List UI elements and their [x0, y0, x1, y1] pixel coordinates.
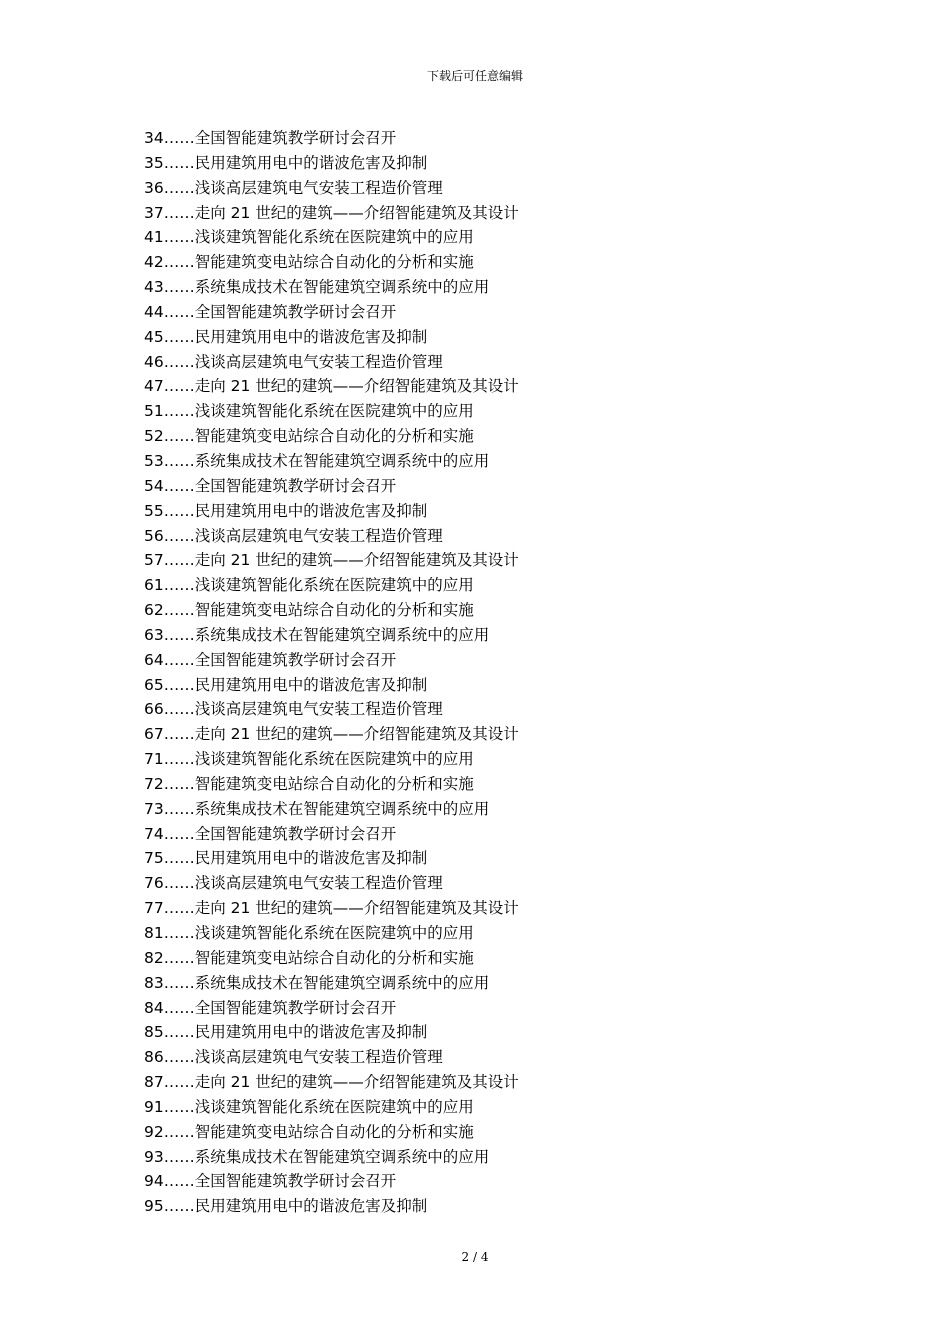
toc-entry: 86……浅谈高层建筑电气安装工程造价管理: [144, 1048, 443, 1067]
toc-entry: 75……民用建筑用电中的谐波危害及抑制: [144, 849, 428, 868]
toc-entry: 65……民用建筑用电中的谐波危害及抑制: [144, 675, 428, 694]
toc-entry: 66……浅谈高层建筑电气安装工程造价管理: [144, 700, 443, 719]
toc-entry: 67……走向 21 世纪的建筑——介绍智能建筑及其设计: [144, 725, 519, 744]
toc-entry: 71……浅谈建筑智能化系统在医院建筑中的应用: [144, 750, 474, 769]
toc-entry: 47……走向 21 世纪的建筑——介绍智能建筑及其设计: [144, 377, 519, 396]
toc-entry: 74……全国智能建筑教学研讨会召开: [144, 824, 397, 843]
toc-entry: 54……全国智能建筑教学研讨会召开: [144, 476, 397, 495]
toc-entry: 82……智能建筑变电站综合自动化的分析和实施: [144, 948, 474, 967]
page-number: 2 / 4: [461, 1250, 489, 1264]
toc-entry: 44……全国智能建筑教学研讨会召开: [144, 302, 397, 321]
toc-entry: 64……全国智能建筑教学研讨会召开: [144, 650, 397, 669]
toc-entry: 52……智能建筑变电站综合自动化的分析和实施: [144, 427, 474, 446]
toc-entry: 87……走向 21 世纪的建筑——介绍智能建筑及其设计: [144, 1073, 519, 1092]
toc-entry: 45……民用建筑用电中的谐波危害及抑制: [144, 327, 428, 346]
toc-entry: 81……浅谈建筑智能化系统在医院建筑中的应用: [144, 924, 474, 942]
toc-entry: 41……浅谈建筑智能化系统在医院建筑中的应用: [144, 228, 474, 247]
toc-entry: 93……系统集成技术在智能建筑空调系统中的应用: [144, 1147, 490, 1166]
toc-entry: 85……民用建筑用电中的谐波危害及抑制: [144, 1023, 428, 1042]
toc-entry: 36……浅谈高层建筑电气安装工程造价管理: [144, 178, 443, 197]
toc-entry: 62……智能建筑变电站综合自动化的分析和实施: [144, 601, 474, 620]
toc-entry: 56……浅谈高层建筑电气安装工程造价管理: [144, 526, 443, 545]
toc-entry: 95……民用建筑用电中的谐波危害及抑制: [144, 1197, 428, 1216]
toc-entry: 84……全国智能建筑教学研讨会召开: [144, 998, 397, 1017]
toc-entry: 91……浅谈建筑智能化系统在医院建筑中的应用: [144, 1097, 474, 1116]
toc-entry: 43……系统集成技术在智能建筑空调系统中的应用: [144, 278, 490, 297]
toc-entry: 53……系统集成技术在智能建筑空调系统中的应用: [144, 451, 490, 470]
toc-entry: 42……智能建筑变电站综合自动化的分析和实施: [144, 253, 474, 272]
page-header: 下载后可任意编辑: [426, 69, 523, 83]
toc-entry: 35……民用建筑用电中的谐波危害及抑制: [144, 153, 428, 172]
toc-entry: 94……全国智能建筑教学研讨会召开: [144, 1172, 397, 1191]
toc-entry: 34……全国智能建筑教学研讨会召开: [144, 129, 397, 147]
toc-entry: 46……浅谈高层建筑电气安装工程造价管理: [144, 352, 443, 371]
toc-entry: 76……浅谈高层建筑电气安装工程造价管理: [144, 874, 443, 893]
toc-entry: 37……走向 21 世纪的建筑——介绍智能建筑及其设计: [144, 203, 519, 222]
table-of-contents: [144, 126, 844, 1219]
toc-entry: 77……走向 21 世纪的建筑——介绍智能建筑及其设计: [144, 899, 519, 918]
toc-entry: 61……浅谈建筑智能化系统在医院建筑中的应用: [144, 576, 474, 595]
toc-entry: 55……民用建筑用电中的谐波危害及抑制: [144, 501, 428, 520]
toc-entry: 92……智能建筑变电站综合自动化的分析和实施: [144, 1122, 474, 1141]
toc-entry: 63……系统集成技术在智能建筑空调系统中的应用: [144, 625, 490, 644]
toc-entry: 57……走向 21 世纪的建筑——介绍智能建筑及其设计: [144, 551, 519, 570]
toc-entry: 51……浅谈建筑智能化系统在医院建筑中的应用: [144, 402, 474, 421]
toc-entry: 73……系统集成技术在智能建筑空调系统中的应用: [144, 799, 490, 818]
toc-entry: 72……智能建筑变电站综合自动化的分析和实施: [144, 774, 474, 793]
toc-entry: 83……系统集成技术在智能建筑空调系统中的应用: [144, 973, 490, 992]
